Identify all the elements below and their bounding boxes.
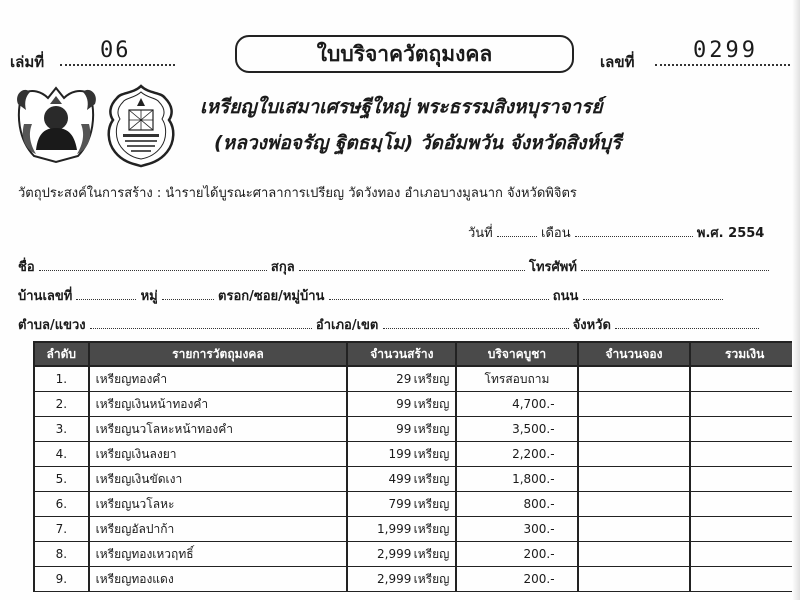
yantra-seal-emblem-icon <box>101 84 181 168</box>
row-quantity <box>347 467 456 492</box>
form-title: ใบบริจาควัตถุมงคล <box>235 35 574 73</box>
row-quantity-value: 799 <box>388 496 412 511</box>
row-reserved-field[interactable] <box>578 366 691 392</box>
row-donation-price: 800.- <box>456 492 577 517</box>
province-label: จังหวัด <box>572 318 611 333</box>
row-quantity-unit: เหรียญ <box>413 496 450 511</box>
form-number-label: เลขที่ <box>600 53 635 71</box>
table-header-row <box>34 342 799 366</box>
subdistrict-field[interactable] <box>90 318 312 329</box>
scan-edge-shadow <box>792 0 800 600</box>
row-quantity-unit: เหรียญ <box>413 446 450 461</box>
month-label: เดือน <box>541 226 571 241</box>
row-item-name: เหรียญทองคำ <box>89 366 348 392</box>
row-donation-price: 200.- <box>456 542 577 567</box>
row-item-name: เหรียญเงินหน้าทองคำ <box>89 392 348 417</box>
moo-field[interactable] <box>162 289 214 300</box>
column-header-quantity: จำนวนสร้าง <box>347 342 456 366</box>
coin-title-line-1: เหรียญใบเสมาเศรษฐีใหญ่ พระธรรมสิงหบุราจารย์ <box>200 96 603 118</box>
row-number: 2. <box>34 392 89 417</box>
table-row <box>34 567 799 592</box>
row-number: 8. <box>34 542 89 567</box>
amulet-order-table <box>33 341 800 592</box>
row-total-field[interactable] <box>690 492 799 517</box>
province-field[interactable] <box>615 318 759 329</box>
row-donation-price: 300.- <box>456 517 577 542</box>
row-reserved-field[interactable] <box>578 492 691 517</box>
table-row <box>34 366 799 392</box>
alley-label: ตรอก/ซอย/หมู่บ้าน <box>218 289 325 304</box>
column-header-total: รวมเงิน <box>690 342 799 366</box>
row-quantity <box>347 517 456 542</box>
subdistrict-label: ตำบล/แขวง <box>18 318 86 333</box>
table-row <box>34 392 799 417</box>
column-header-donation: บริจาคบูชา <box>456 342 577 366</box>
location-row <box>18 314 780 335</box>
date-row <box>468 222 764 243</box>
row-quantity-unit: เหรียญ <box>413 521 450 536</box>
road-label: ถนน <box>552 289 579 304</box>
column-header-item: รายการวัตถุมงคล <box>89 342 348 366</box>
row-reserved-field[interactable] <box>578 392 691 417</box>
book-number-label: เล่มที่ <box>10 53 45 71</box>
row-number: 4. <box>34 442 89 467</box>
row-donation-price: โทรสอบถาม <box>456 366 577 392</box>
house-number-field[interactable] <box>76 289 136 300</box>
row-number: 1. <box>34 366 89 392</box>
row-number: 7. <box>34 517 89 542</box>
phone-label: โทรศัพท์ <box>528 260 577 275</box>
district-label: อำเภอ/เขต <box>315 318 379 333</box>
row-quantity <box>347 417 456 442</box>
row-quantity <box>347 542 456 567</box>
row-total-field[interactable] <box>690 442 799 467</box>
table-row <box>34 442 799 467</box>
row-quantity <box>347 442 456 467</box>
row-number: 9. <box>34 567 89 592</box>
book-number-value: 06 <box>100 38 131 63</box>
form-number-line <box>655 64 790 66</box>
row-quantity-value: 199 <box>388 446 412 461</box>
form-number-value: 0299 <box>693 38 758 63</box>
row-quantity <box>347 567 456 592</box>
row-donation-price: 2,200.- <box>456 442 577 467</box>
row-quantity-value: 99 <box>396 396 412 411</box>
row-donation-price: 200.- <box>456 567 577 592</box>
name-field[interactable] <box>39 260 267 271</box>
table-row <box>34 517 799 542</box>
row-donation-price: 3,500.- <box>456 417 577 442</box>
row-quantity-unit: เหรียญ <box>413 571 450 586</box>
monk-portrait-emblem-icon <box>14 84 99 164</box>
row-reserved-field[interactable] <box>578 567 691 592</box>
book-number-line <box>60 64 175 66</box>
table-row <box>34 467 799 492</box>
row-item-name: เหรียญนวโลหะ <box>89 492 348 517</box>
year-label: พ.ศ. 2554 <box>696 226 765 241</box>
row-reserved-field[interactable] <box>578 467 691 492</box>
row-item-name: เหรียญอัลปาก้า <box>89 517 348 542</box>
row-number: 5. <box>34 467 89 492</box>
row-quantity-unit: เหรียญ <box>413 471 450 486</box>
surname-label: สกุล <box>270 260 295 275</box>
row-quantity-value: 2,999 <box>377 546 412 561</box>
moo-label: หมู่ <box>140 289 158 304</box>
row-quantity-value: 99 <box>396 421 412 436</box>
row-donation-price: 4,700.- <box>456 392 577 417</box>
row-quantity-value: 499 <box>388 471 412 486</box>
name-label: ชื่อ <box>18 260 35 275</box>
row-total-field[interactable] <box>690 542 799 567</box>
row-reserved-field[interactable] <box>578 542 691 567</box>
column-header-order: ลำดับ <box>34 342 89 366</box>
table-row <box>34 417 799 442</box>
alley-field[interactable] <box>329 289 549 300</box>
district-field[interactable] <box>383 318 569 329</box>
row-total-field[interactable] <box>690 517 799 542</box>
table-row <box>34 542 799 567</box>
house-number-label: บ้านเลขที่ <box>18 289 73 304</box>
row-quantity-value: 1,999 <box>377 521 412 536</box>
name-row <box>18 256 780 277</box>
row-item-name: เหรียญทองเหวฤทธิ์ <box>89 542 348 567</box>
row-quantity <box>347 366 456 392</box>
form-header-row <box>10 32 790 72</box>
row-donation-price: 1,800.- <box>456 467 577 492</box>
row-item-name: เหรียญเงินขัดเงา <box>89 467 348 492</box>
row-total-field[interactable] <box>690 567 799 592</box>
row-item-name: เหรียญทองแดง <box>89 567 348 592</box>
row-total-field[interactable] <box>690 392 799 417</box>
row-quantity-value: 29 <box>396 371 412 386</box>
row-number: 6. <box>34 492 89 517</box>
row-item-name: เหรียญนวโลหะหน้าทองคำ <box>89 417 348 442</box>
road-field[interactable] <box>583 289 723 300</box>
row-number: 3. <box>34 417 89 442</box>
row-reserved-field[interactable] <box>578 417 691 442</box>
table-body <box>34 366 799 592</box>
row-total-field[interactable] <box>690 417 799 442</box>
address-row <box>18 285 780 306</box>
row-reserved-field[interactable] <box>578 442 691 467</box>
row-quantity <box>347 492 456 517</box>
month-field[interactable] <box>575 226 693 237</box>
row-quantity-unit: เหรียญ <box>413 421 450 436</box>
column-header-reserved: จำนวนจอง <box>578 342 691 366</box>
day-label: วันที่ <box>468 226 493 241</box>
table-row <box>34 492 799 517</box>
row-total-field[interactable] <box>690 467 799 492</box>
row-total-field[interactable] <box>690 366 799 392</box>
purpose-statement: วัตถุประสงค์ในการสร้าง : นำรายได้บูรณะศาลาการเปรียญ วัดวังทอง อำเภอบางมูลนาก จังหวัดพิจิตร <box>18 186 577 201</box>
row-quantity-unit: เหรียญ <box>413 396 450 411</box>
row-reserved-field[interactable] <box>578 517 691 542</box>
row-quantity <box>347 392 456 417</box>
day-field[interactable] <box>497 226 537 237</box>
phone-field[interactable] <box>581 260 769 271</box>
surname-field[interactable] <box>299 260 525 271</box>
row-item-name: เหรียญเงินลงยา <box>89 442 348 467</box>
row-quantity-value: 2,999 <box>377 571 412 586</box>
row-quantity-unit: เหรียญ <box>413 371 450 386</box>
row-quantity-unit: เหรียญ <box>413 546 450 561</box>
coin-title-line-2: (หลวงพ่อจรัญ ฐิตธมฺโม) วัดอัมพวัน จังหวัดสิงห์บุรี <box>214 132 622 154</box>
